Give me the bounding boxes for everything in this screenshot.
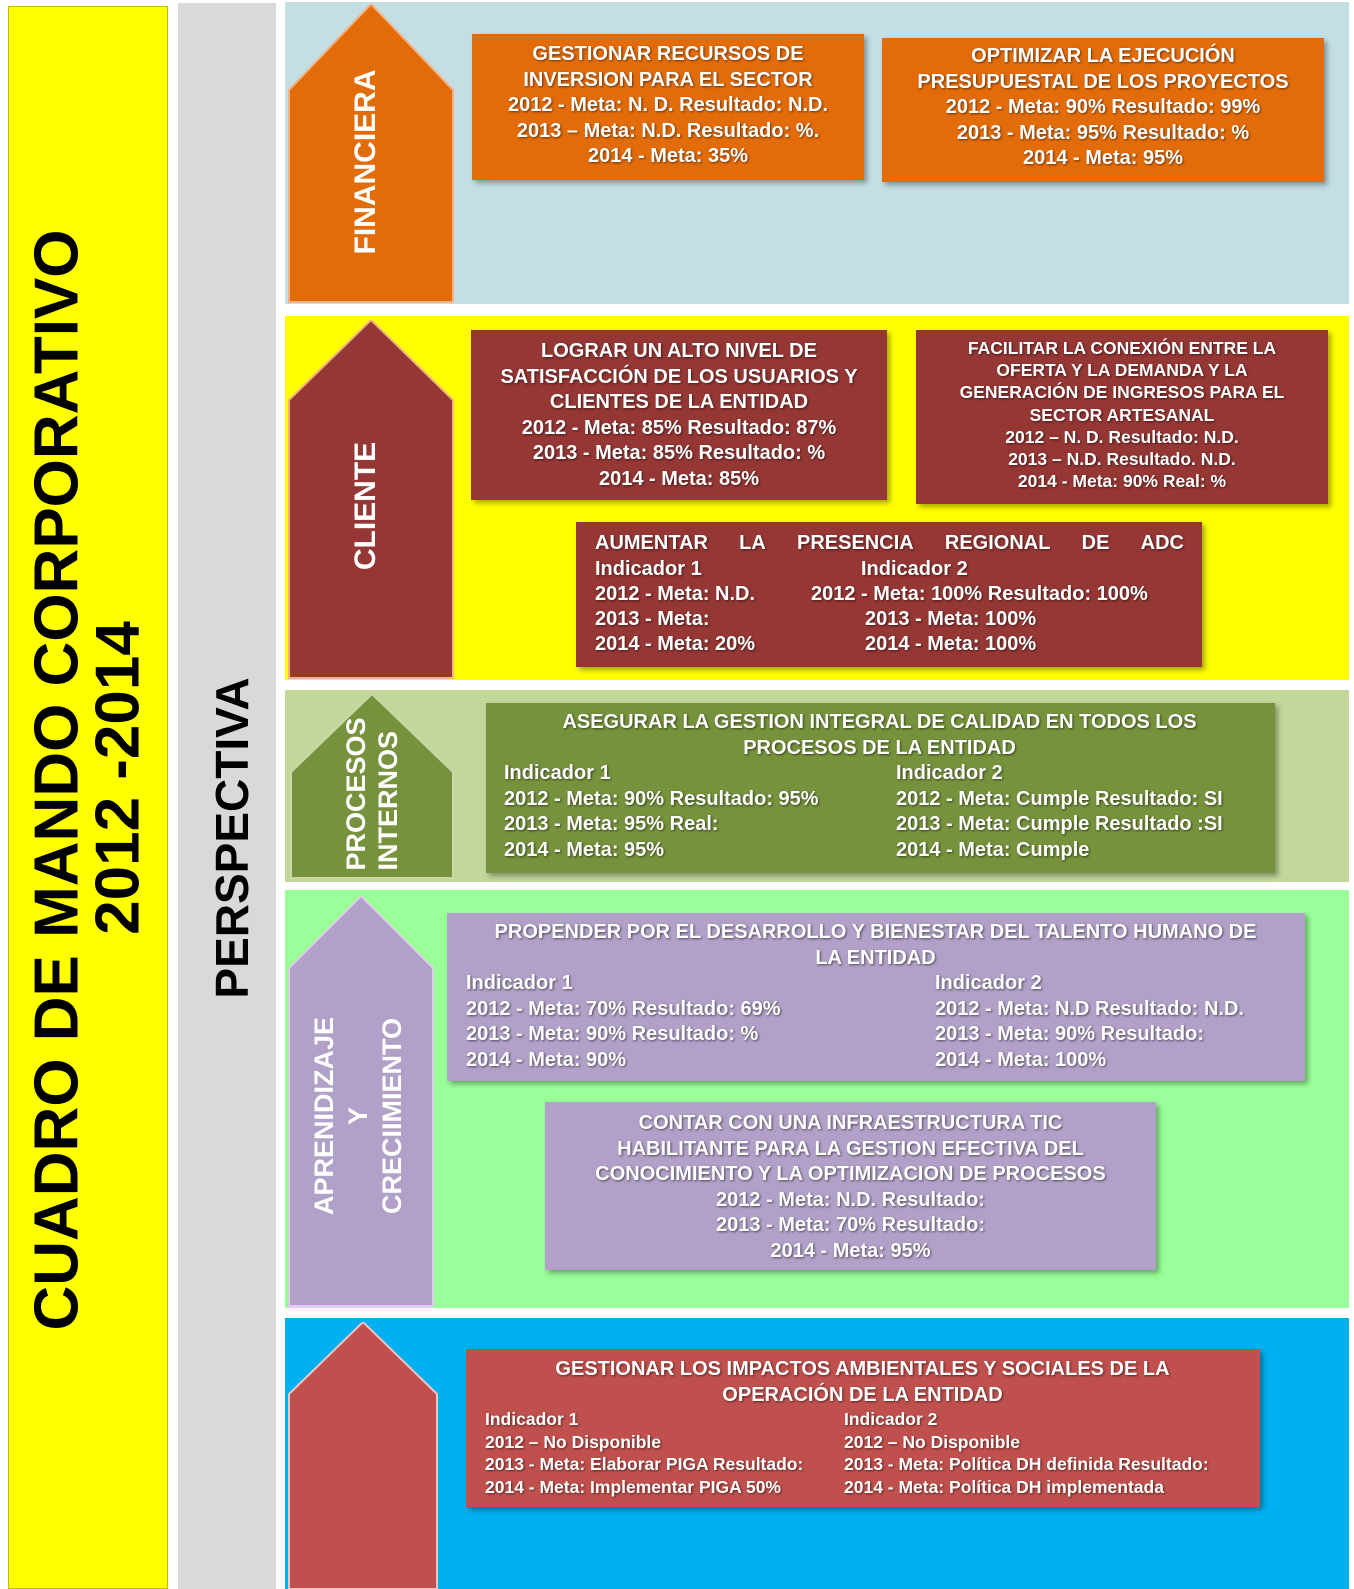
text-line: CONOCIMIENTO Y LA OPTIMIZACION DE PROCESOS: [595, 1163, 1106, 1185]
text-line: 2012 – No Disponible: [844, 1431, 1021, 1452]
text-line: CRECIIMIENTO: [377, 1018, 407, 1215]
text-line: REGIONAL: [944, 532, 1051, 554]
text-line: 2013 – Meta: N.D. Resultado: %.: [516, 119, 820, 142]
text-line: 2013 - Meta: 100%: [865, 607, 1037, 630]
ambiental-arrow: [287, 1322, 439, 1589]
text-line: Indicador 1: [466, 972, 573, 994]
text-line: 2012 – No Disponible: [485, 1431, 662, 1452]
text-line: 2014 - Meta: 90% Real: %: [1017, 471, 1227, 492]
text-line: 2014 - Meta: 35%: [587, 145, 749, 167]
text-line: HABILITANTE PARA LA GESTION EFECTIVA DEL: [617, 1137, 1084, 1160]
financiera-objective-1: [472, 34, 864, 180]
text-line: PRESENCIA: [797, 532, 914, 554]
text-line: 2014 - Meta: 100%: [935, 1048, 1107, 1071]
text-line: 2012 - Meta: N.D.: [595, 582, 756, 605]
text-line: Indicador 1: [595, 557, 702, 580]
text-line: Y: [343, 1107, 373, 1126]
text-line: PROCESOS DE LA ENTIDAD: [743, 736, 1016, 759]
text-line: OFERTA Y LA DEMANDA Y LA: [996, 360, 1248, 381]
title-years: 2012 -2014: [83, 621, 153, 935]
cliente-label: CLIENTE: [349, 441, 382, 571]
text-line: 2012 - Meta: 85% Resultado: 87%: [521, 416, 837, 439]
procesos-label: [340, 717, 404, 870]
text-line: PROCESOS: [341, 717, 371, 871]
text-line: 2013 - Meta: Política DH definida Resultado:: [844, 1454, 1209, 1474]
text-line: Indicador 2: [844, 1409, 938, 1429]
text-line: AUMENTAR: [595, 532, 708, 554]
text-line: GESTIONAR RECURSOS DE: [532, 43, 804, 65]
cliente-objective-3: [576, 522, 1202, 667]
text-line: 2014 - Meta: Política DH implementada: [844, 1476, 1164, 1497]
text-line: 2012 - Meta: N.D Resultado: N.D.: [935, 997, 1244, 1020]
text-line: SATISFACCIÓN DE LOS USUARIOS Y: [500, 365, 858, 388]
text-line: GENERACIÓN DE INGRESOS PARA EL: [959, 382, 1285, 403]
text-line: 2012 - Meta: 100% Resultado: 100%: [811, 582, 1148, 605]
ambiental-objective-1: [466, 1349, 1260, 1507]
text-line: 2014 - Meta: 85%: [598, 467, 760, 490]
text-line: ASEGURAR LA GESTION INTEGRAL DE CALIDAD EN TODOS LOS: [562, 711, 1197, 733]
text-line: PRESUPUESTAL DE LOS PROYECTOS: [917, 70, 1289, 93]
text-line: 2012 - Meta: N.D. Resultado:: [716, 1188, 985, 1211]
text-line: 2013 - Meta: Cumple Resultado :SI: [896, 813, 1223, 835]
text-line: 2013 - Meta: Elaborar PIGA Resultado:: [485, 1454, 804, 1474]
text-line: DE: [1081, 532, 1110, 554]
text-line: GESTIONAR LOS IMPACTOS AMBIENTALES Y SOCIALES DE LA: [555, 1358, 1170, 1380]
text-line: 2013 - Meta:: [595, 607, 710, 630]
objective-3-title: [595, 531, 1184, 557]
text-line: APRENIDIZAJE: [309, 1016, 339, 1216]
text-line: SECTOR ARTESANAL: [1029, 404, 1215, 425]
text-line: 2013 - Meta: 90% Resultado: %: [466, 1023, 759, 1045]
procesos-objective-1: [486, 703, 1275, 873]
text-line: 2013 – N.D. Resultado. N.D.: [1008, 449, 1236, 470]
text-line: OPERACIÓN DE LA ENTIDAD: [722, 1383, 1003, 1406]
text-line: 2013 - Meta: 70% Resultado:: [716, 1214, 985, 1236]
text-line: FACILITAR LA CONEXIÓN ENTRE LA: [967, 338, 1277, 358]
aprendizaje-label: [307, 1017, 409, 1215]
text-line: 2013 - Meta: 85% Resultado: %: [532, 442, 826, 464]
text-line: CLIENTES DE LA ENTIDAD: [549, 391, 809, 413]
financiera-label: FINANCIERA: [349, 69, 382, 255]
text-line: 2013 - Meta: 95% Real:: [504, 813, 719, 835]
text-line: 2012 - Meta: 90% Resultado: 99%: [945, 96, 1261, 118]
text-line: Indicador 2: [861, 557, 968, 580]
text-line: 2013 - Meta: 90% Resultado:: [935, 1023, 1204, 1045]
aprendizaje-objective-2: [545, 1102, 1156, 1270]
text-line: CONTAR CON UNA INFRAESTRUCTURA TIC: [638, 1112, 1063, 1134]
text-line: 2014 - Meta: Implementar PIGA 50%: [485, 1476, 781, 1497]
text-line: 2014 - Meta: 20%: [595, 632, 756, 655]
text-line: ADC: [1140, 532, 1184, 554]
text-line: 2013 - Meta: 95% Resultado: %: [956, 121, 1250, 144]
text-line: 2012 - Meta: Cumple Resultado: SI: [896, 787, 1223, 810]
text-line: Indicador 1: [485, 1409, 579, 1429]
text-line: LA: [739, 532, 766, 554]
text-line: 2014 - Meta: 95%: [1022, 147, 1184, 169]
perspectiva-label: PERSPECTIVA: [206, 677, 258, 999]
text-line: 2012 - Meta: 90% Resultado: 95%: [504, 787, 819, 810]
text-line: 2012 – N. D. Resultado: N.D.: [1005, 426, 1239, 447]
cliente-objective-1: [471, 330, 887, 500]
financiera-objective-2: [882, 38, 1324, 182]
cliente-objective-2: [916, 330, 1328, 504]
text-line: INVERSION PARA EL SECTOR: [523, 68, 813, 91]
text-line: Indicador 1: [504, 762, 611, 784]
text-line: INTERNOS: [373, 731, 403, 871]
text-line: PROPENDER POR EL DESARROLLO Y BIENESTAR DEL TALENTO HUMANO DE: [494, 921, 1257, 943]
text-line: OPTIMIZAR LA EJECUCIÓN: [971, 45, 1235, 67]
text-line: 2014 - Meta: 95%: [770, 1239, 931, 1262]
text-line: 2014 - Meta: 100%: [865, 632, 1037, 655]
text-line: 2014 - Meta: Cumple: [896, 838, 1090, 861]
text-line: LOGRAR UN ALTO NIVEL DE: [541, 340, 817, 362]
text-line: 2012 - Meta: N. D. Resultado: N.D.: [507, 94, 829, 116]
text-line: Indicador 2: [935, 972, 1042, 994]
text-line: LA ENTIDAD: [815, 946, 936, 969]
main-title: CUADRO DE MANDO CORPORATIVO: [22, 229, 92, 1331]
text-line: 2012 - Meta: 70% Resultado: 69%: [466, 997, 781, 1020]
aprendizaje-objective-1: [447, 913, 1305, 1081]
text-line: 2014 - Meta: 90%: [466, 1048, 627, 1071]
text-line: 2014 - Meta: 95%: [504, 838, 665, 861]
text-line: Indicador 2: [896, 762, 1003, 784]
